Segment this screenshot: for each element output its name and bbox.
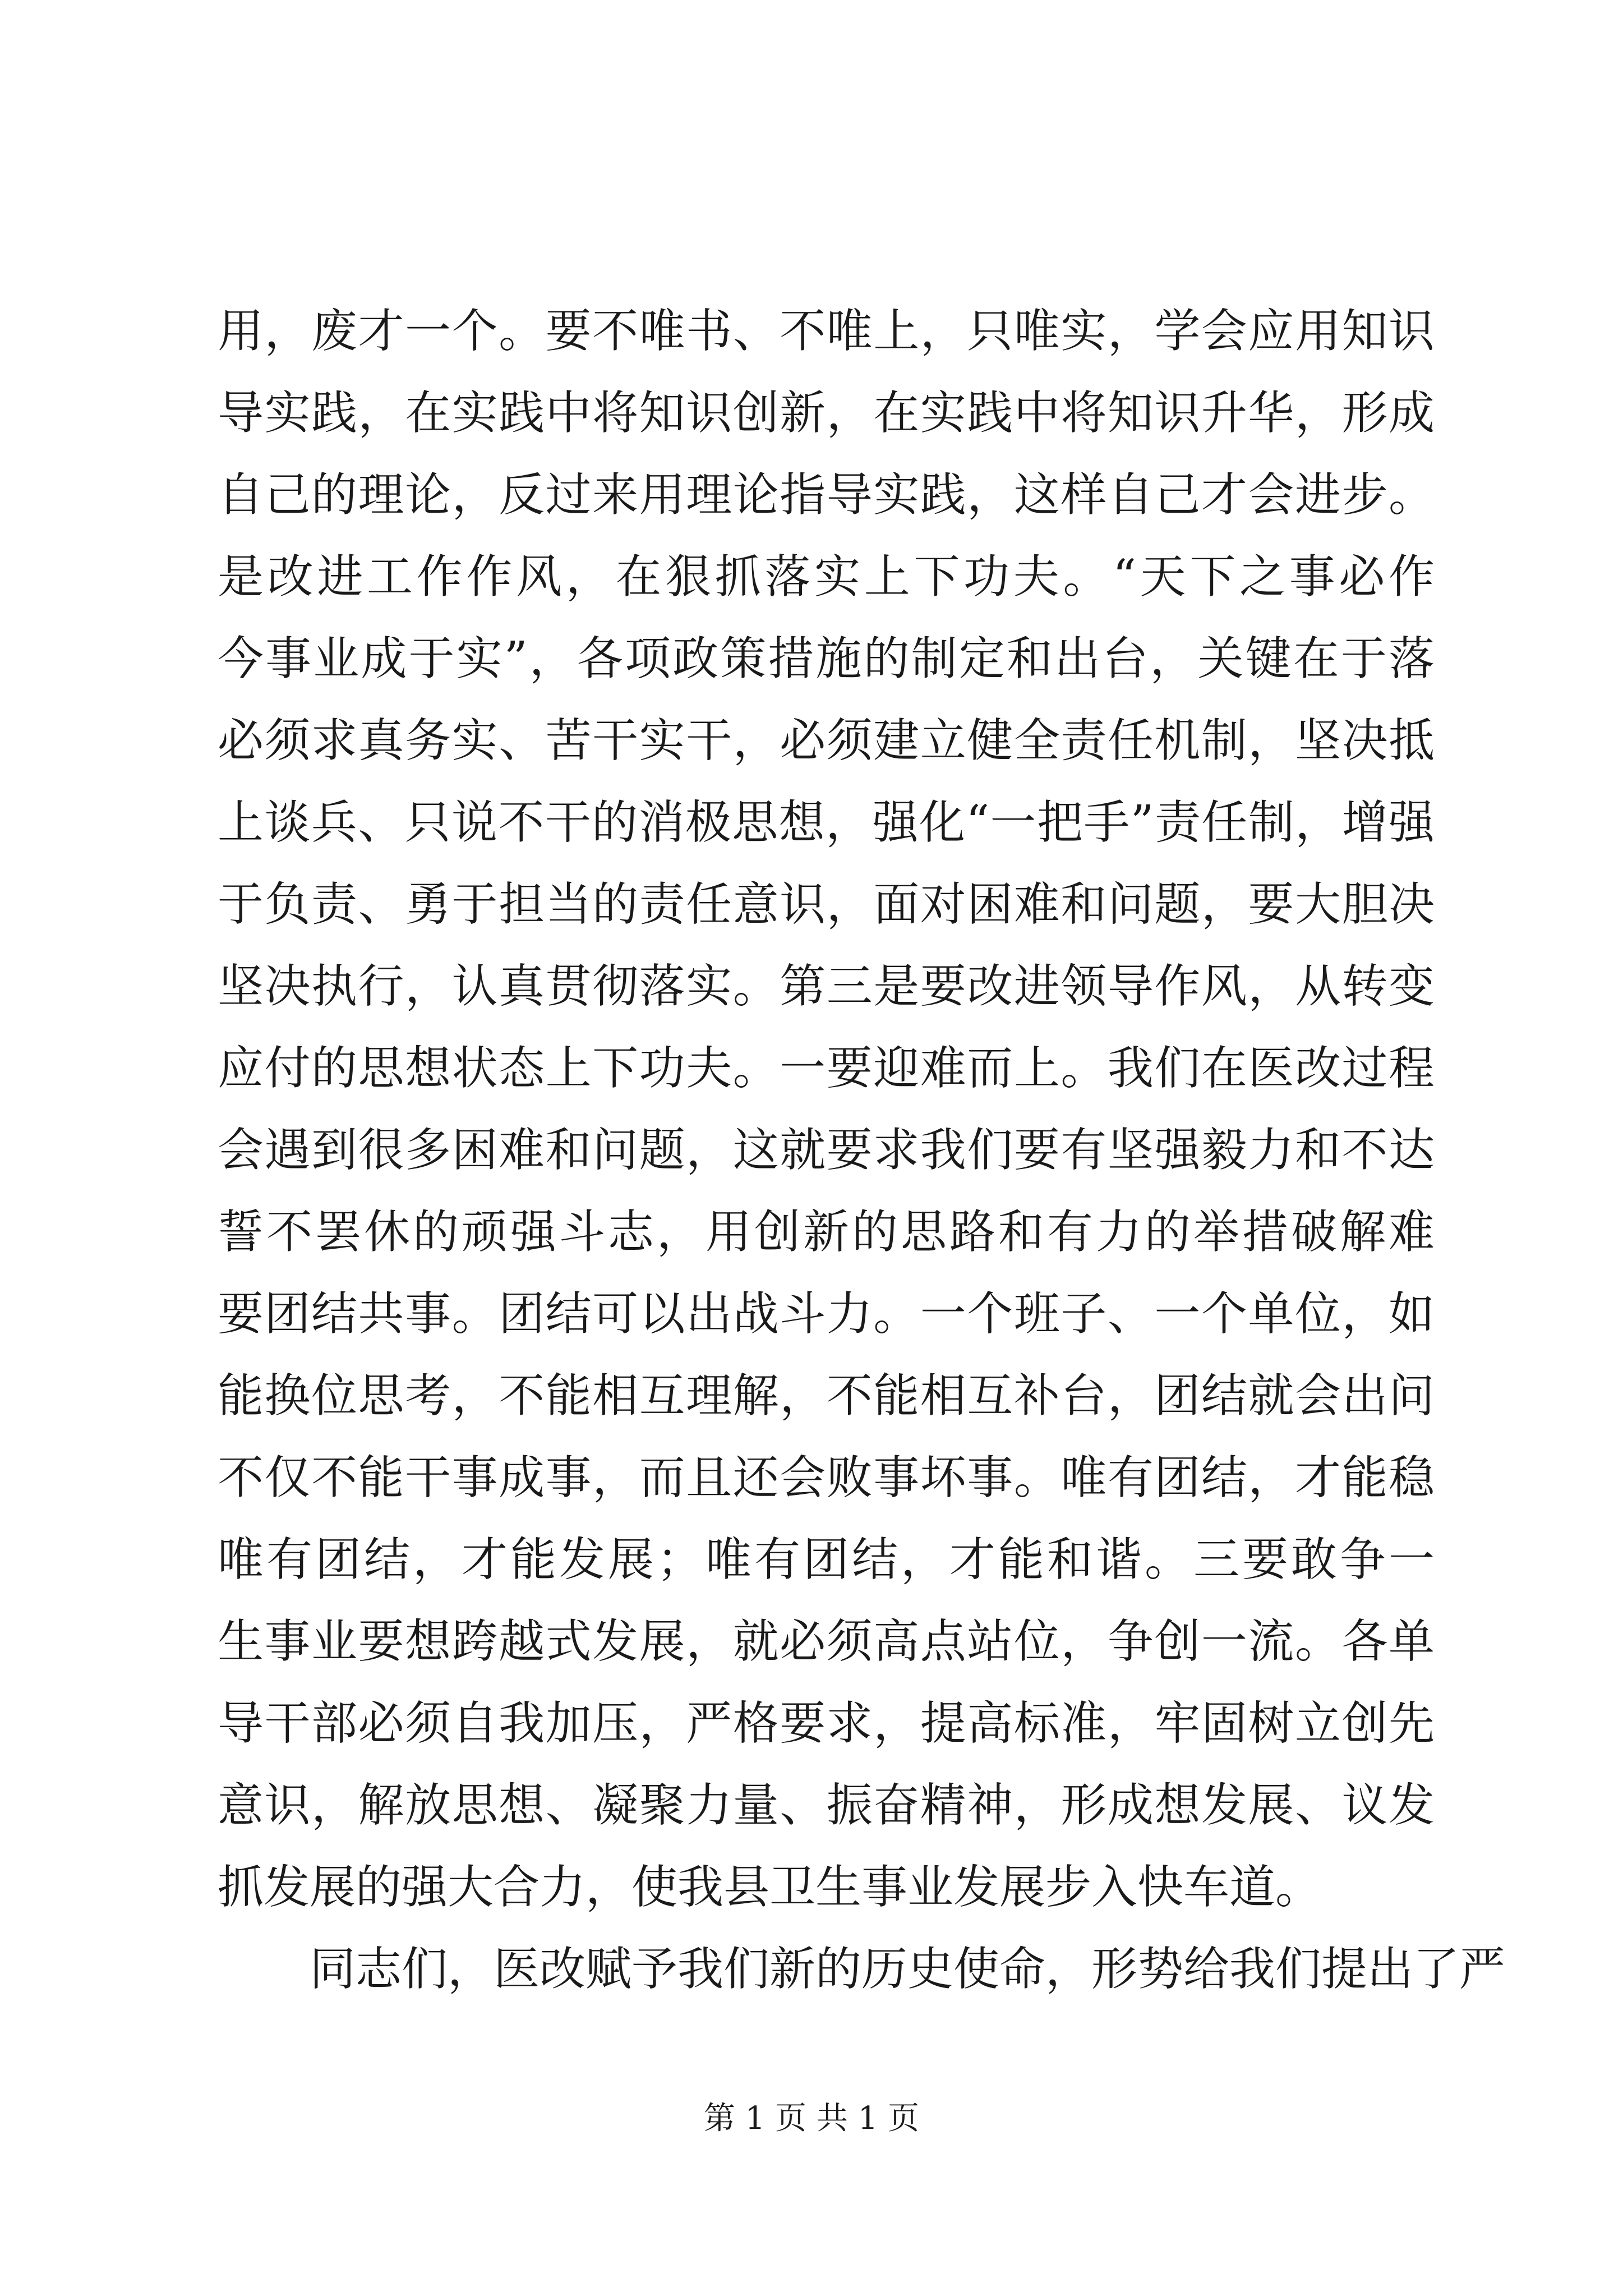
text-line: 用，废才一个。要不唯书、不唯上，只唯实，学会应用知识 <box>218 305 1435 358</box>
text-line: 必须求真务实、苦干实干，必须建立健全责任机制，坚决抵 <box>218 714 1435 767</box>
text-line: 要团结共事。团结可以出战斗力。一个班子、一个单位，如 <box>218 1287 1435 1341</box>
text-line: 自己的理论，反过来用理论指导实践，这样自己才会进步。 <box>218 468 1435 522</box>
text-line: 意识，解放思想、凝聚力量、振奋精神，形成想发展、议发 <box>218 1779 1435 1832</box>
text-line: 能换位思考，不能相互理解，不能相互补台，团结就会出问 <box>218 1369 1435 1423</box>
text-line: 于负责、勇于担当的责任意识，面对困难和问题，要大胆决 <box>218 878 1435 931</box>
paragraph-start-line: 同志们，医改赋予我们新的历史使命，形势给我们提出了严 <box>310 1943 1506 1996</box>
text-line: 是改进工作作风，在狠抓落实上下功夫。“天下之事必作 <box>218 550 1435 604</box>
body-text <box>218 291 1506 2010</box>
text-line: 不仅不能干事成事，而且还会败事坏事。唯有团结，才能稳 <box>218 1451 1435 1504</box>
text-line: 誓不罢休的顽强斗志，用创新的思路和有力的举措破解难 <box>218 1205 1435 1259</box>
text-line: 会遇到很多困难和问题，这就要求我们要有坚强毅力和不达 <box>218 1124 1435 1177</box>
text-line: 导干部必须自我加压，严格要求，提高标准，牢固树立创先 <box>218 1697 1435 1750</box>
text-line: 导实践，在实践中将知识创新，在实践中将知识升华，形成 <box>218 386 1435 440</box>
page-footer: 第 1 页 共 1 页 <box>703 2100 920 2137</box>
text-line: 抓发展的强大合力，使我县卫生事业发展步入快车道。 <box>218 1861 1322 1914</box>
text-line: 生事业要想跨越式发展，就必须高点站位，争创一流。各单 <box>218 1615 1435 1668</box>
text-line: 唯有团结，才能发展；唯有团结，才能和谐。三要敢争一 <box>218 1533 1435 1586</box>
text-line: 今事业成于实”，各项政策措施的制定和出台，关键在于落 <box>218 632 1435 685</box>
text-line: 应付的思想状态上下功夫。一要迎难而上。我们在医改过程 <box>218 1042 1435 1095</box>
text-line: 上谈兵、只说不干的消极思想，强化“一把手”责任制，增强 <box>218 796 1435 849</box>
text-line: 坚决执行，认真贯彻落实。第三是要改进领导作风，从转变 <box>218 960 1435 1013</box>
